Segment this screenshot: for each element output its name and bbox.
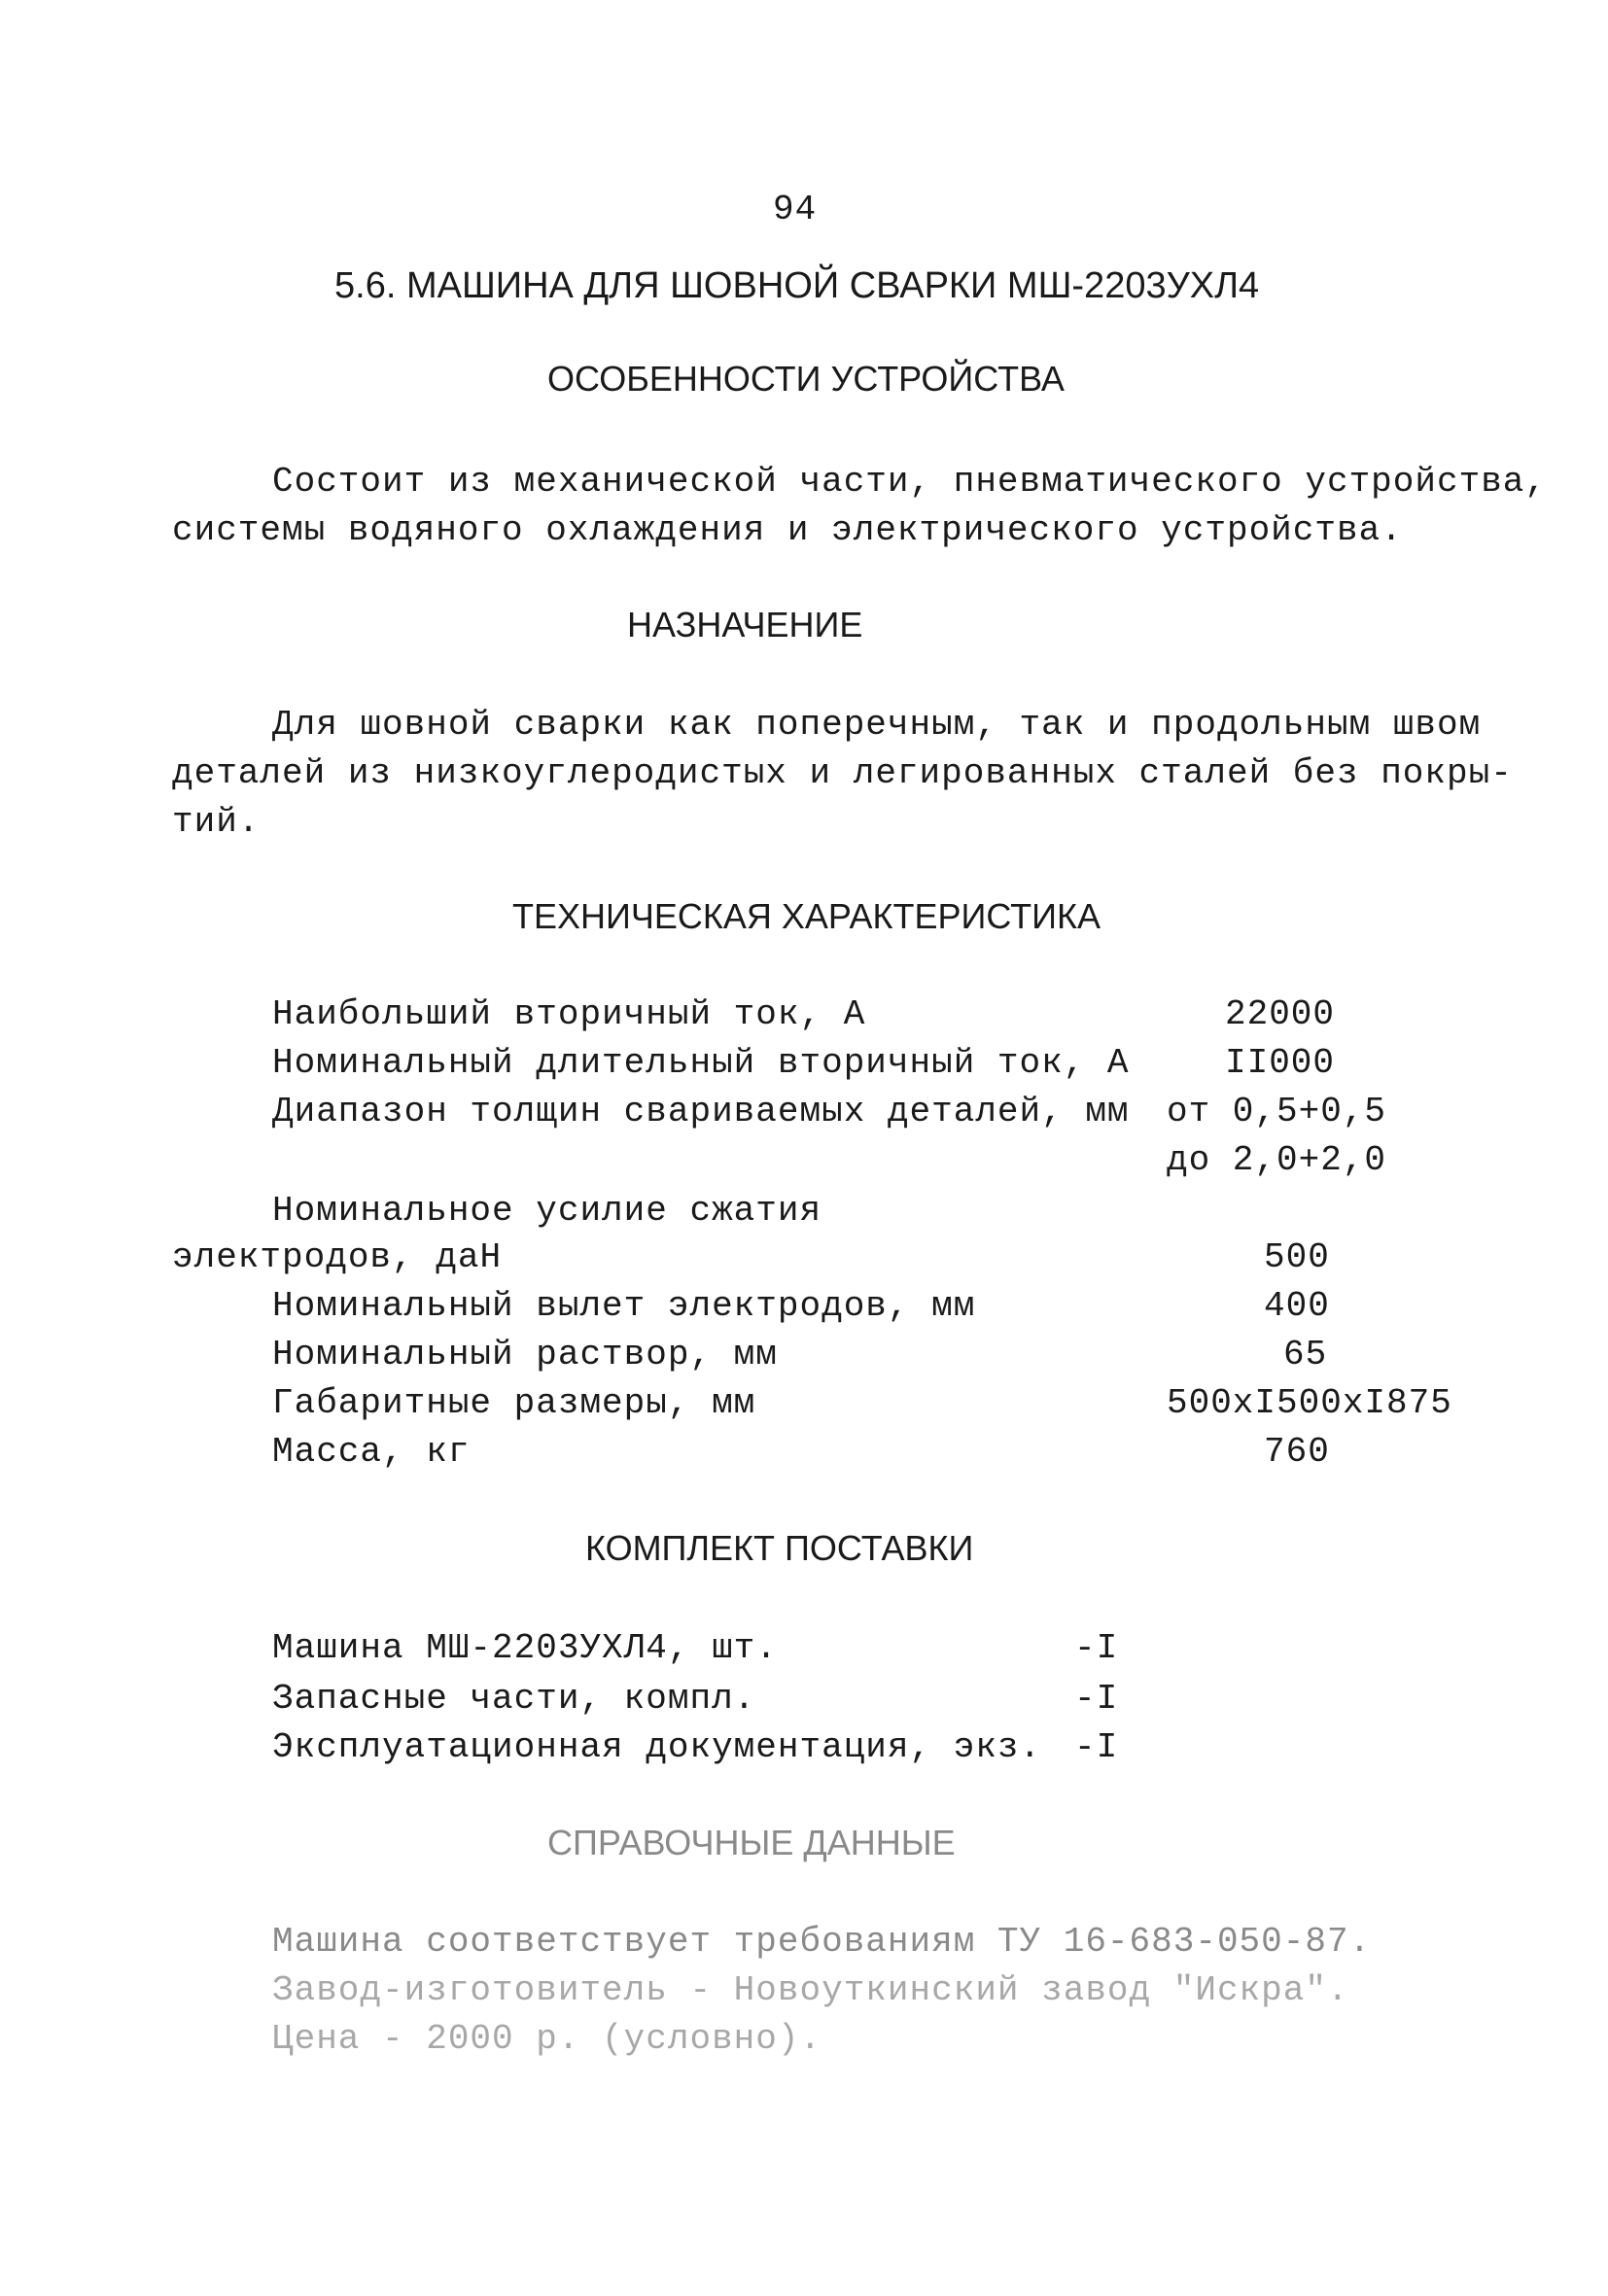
spec-value: 760 xyxy=(1264,1432,1330,1472)
spec-value: II000 xyxy=(1225,1043,1336,1083)
purpose-line: Для шовной сварки как поперечным, так и продольным швом xyxy=(272,705,1482,745)
spec-label: Номинальное усилие сжатия xyxy=(272,1191,822,1231)
delivery-value: -I xyxy=(1074,1679,1119,1719)
spec-label: Диапазон толщин свариваемых деталей, мм xyxy=(272,1092,1130,1131)
delivery-label: Запасные части, компл. xyxy=(272,1679,756,1719)
reference-heading: СПРАВОЧНЫЕ ДАННЫЕ xyxy=(547,1823,956,1862)
purpose-line: тий. xyxy=(172,802,261,842)
spec-value: от 0,5+0,5 xyxy=(1167,1092,1387,1131)
page-number: 94 xyxy=(773,190,818,229)
spec-value: 400 xyxy=(1264,1286,1330,1326)
spec-value: 500хI500хI875 xyxy=(1167,1383,1452,1423)
design-line: Состоит из механической части, пневматического устройства, xyxy=(272,462,1548,502)
design-heading: ОСОБЕННОСТИ УСТРОЙСТВА xyxy=(547,359,1065,399)
spec-label: Номинальный раствор, мм xyxy=(272,1335,778,1374)
delivery-value: -I xyxy=(1074,1727,1119,1767)
section-title: 5.6. МАШИНА ДЛЯ ШОВНОЙ СВАРКИ МШ-2203УХЛ4 xyxy=(334,265,1260,306)
delivery-label: Машина МШ-2203УХЛ4, шт. xyxy=(272,1628,778,1668)
purpose-line: деталей из низкоуглеродистых и легированных сталей без покры- xyxy=(172,753,1513,793)
spec-label: Габаритные размеры, мм xyxy=(272,1383,756,1423)
reference-line: Цена - 2000 р. (условно). xyxy=(272,2019,822,2059)
delivery-value: -I xyxy=(1074,1628,1119,1668)
specs-heading: ТЕХНИЧЕСКАЯ ХАРАКТЕРИСТИКА xyxy=(512,896,1101,936)
delivery-label: Эксплуатационная документация, экз. xyxy=(272,1727,1042,1767)
delivery-heading: КОМПЛЕКТ ПОСТАВКИ xyxy=(585,1528,974,1568)
spec-label: Номинальный длительный вторичный ток, А xyxy=(272,1043,1130,1083)
reference-line: Машина соответствует требованиям ТУ 16-683-050-87. xyxy=(272,1922,1372,1962)
spec-value: 22000 xyxy=(1225,994,1336,1034)
spec-label: Наибольший вторичный ток, А xyxy=(272,994,866,1034)
spec-value: 65 xyxy=(1283,1335,1328,1374)
spec-value: до 2,0+2,0 xyxy=(1167,1140,1387,1180)
spec-label: электродов, даН xyxy=(172,1237,503,1277)
spec-label: Масса, кг xyxy=(272,1432,471,1472)
spec-label: Номинальный вылет электродов, мм xyxy=(272,1286,976,1326)
spec-value: 500 xyxy=(1264,1237,1330,1277)
design-line: системы водяного охлаждения и электрического устройства. xyxy=(172,510,1403,550)
reference-line: Завод-изготовитель - Новоуткинский завод "Искра". xyxy=(272,1970,1349,2010)
purpose-heading: НАЗНАЧЕНИЕ xyxy=(627,605,863,644)
